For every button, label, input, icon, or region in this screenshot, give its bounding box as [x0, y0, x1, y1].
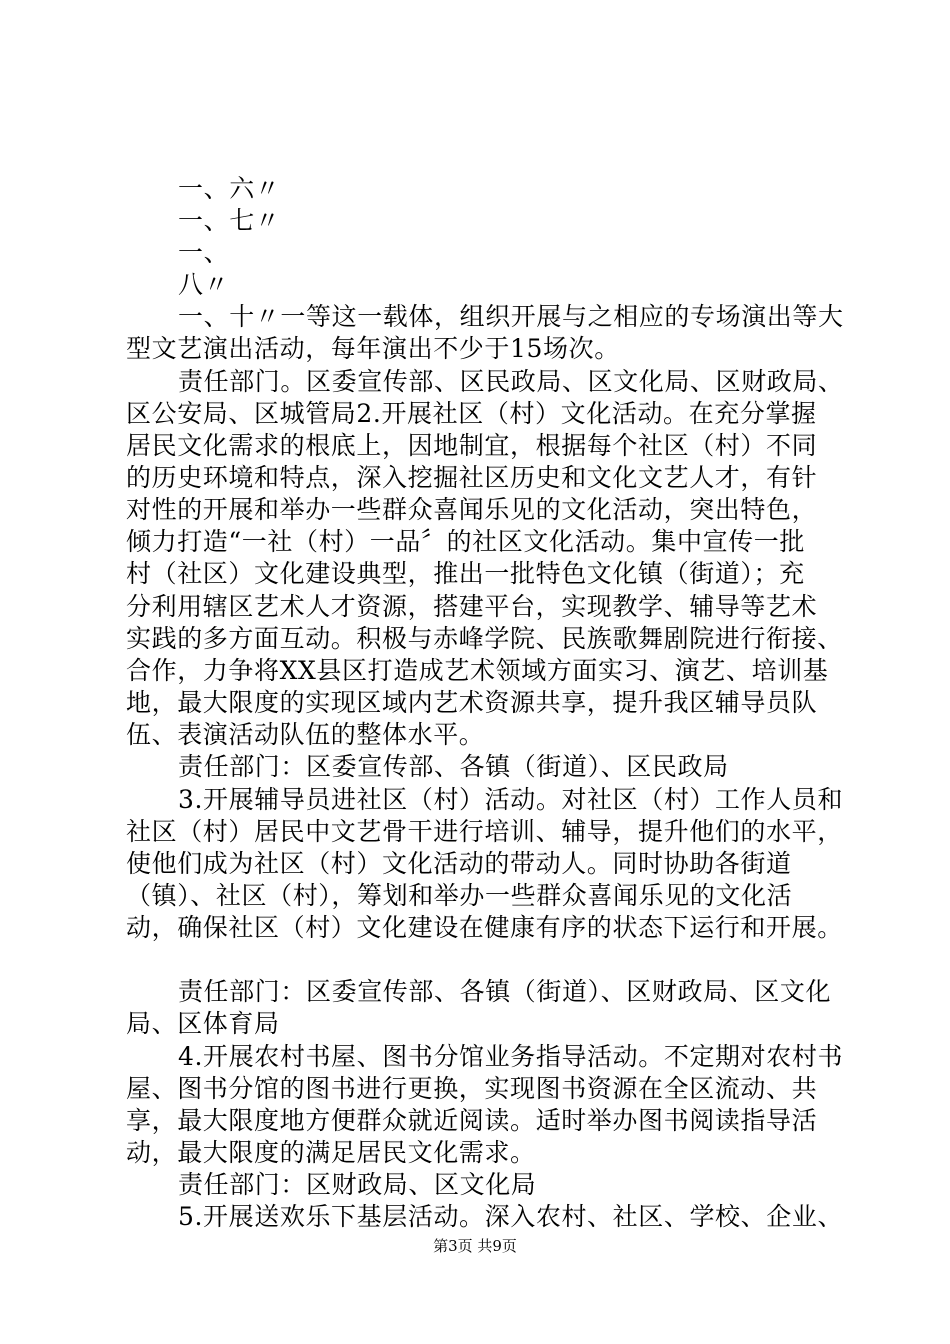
text-line: 责任部门：区财政局、区文化局	[178, 1170, 537, 1199]
text-line: 一、六〃	[178, 174, 281, 203]
text-line: 分利用辖区艺术人才资源，搭建平台，实现教学、辅导等艺术	[126, 592, 818, 621]
text-line: 一、十〃一等这一载体，组织开展与之相应的专场演出等大	[178, 302, 844, 331]
text-line: 局、区体育局	[126, 1009, 280, 1038]
text-line: 区公安局、区城管局2.开展社区（村）文化活动。在充分掌握	[126, 399, 817, 428]
text-line: 3.开展辅导员进社区（村）活动。对社区（村）工作人员和	[178, 785, 844, 814]
text-line: （镇）、社区（村），筹划和举办一些群众喜闻乐见的文化活	[126, 881, 793, 910]
text-line: 屋、图书分馆的图书进行更换，实现图书资源在全区流动、共	[126, 1074, 818, 1103]
text-line: 型文艺演出活动，每年演出不少于15场次。	[126, 334, 620, 363]
text-line: 社区（村）居民中文艺骨干进行培训、辅导，提升他们的水平，	[126, 817, 843, 846]
text-line: 一、七〃	[178, 206, 281, 235]
text-line: 享，最大限度地方便群众就近阅读。适时举办图书阅读指导活	[126, 1106, 818, 1135]
text-line: 责任部门：区委宣传部、各镇（街道）、区财政局、区文化	[178, 977, 832, 1006]
text-line: 对性的开展和举办一些群众喜闻乐见的文化活动，突出特色，	[126, 495, 818, 524]
text-line: 居民文化需求的根底上，因地制宜，根据每个社区（村）不同	[126, 431, 818, 460]
text-line: 一、	[178, 238, 230, 267]
text-line: 实践的多方面互动。积极与赤峰学院、民族歌舞剧院进行衔接、	[126, 624, 843, 653]
text-line: 的历史环境和特点，深入挖掘社区历史和文化文艺人才，有针	[126, 463, 818, 492]
text-line: 地，最大限度的实现区域内艺术资源共享，提升我区辅导员队	[126, 688, 818, 717]
text-line: 动，确保社区（村）文化建设在健康有序的状态下运行和开展。	[126, 913, 843, 942]
text-line: 合作，力争将XX县区打造成艺术领域方面实习、演艺、培训基	[126, 656, 829, 685]
text-line: 村（社区）文化建设典型，推出一批特色文化镇（街道）；充	[126, 559, 805, 588]
text-line: 责任部门：区委宣传部、各镇（街道）、区民政局	[178, 752, 729, 781]
text-line: 责任部门。区委宣传部、区民政局、区文化局、区财政局、	[178, 367, 844, 396]
page-number-footer: 第3页 共9页	[433, 1237, 517, 1255]
text-line: 伍、表演活动队伍的整体水平。	[126, 720, 485, 749]
text-line: 动，最大限度的满足居民文化需求。	[126, 1138, 536, 1167]
text-line: 4.开展农村书屋、图书分馆业务指导活动。不定期对农村书	[178, 1042, 844, 1071]
text-line: 使他们成为社区（村）文化活动的带动人。同时协助各街道	[126, 849, 792, 878]
text-line: 倾力打造“一社（村）一品〞的社区文化活动。集中宣传一批	[126, 527, 805, 556]
text-line: 5.开展送欢乐下基层活动。深入农村、社区、学校、企业、	[178, 1202, 844, 1231]
text-line: 八〃	[178, 270, 230, 299]
